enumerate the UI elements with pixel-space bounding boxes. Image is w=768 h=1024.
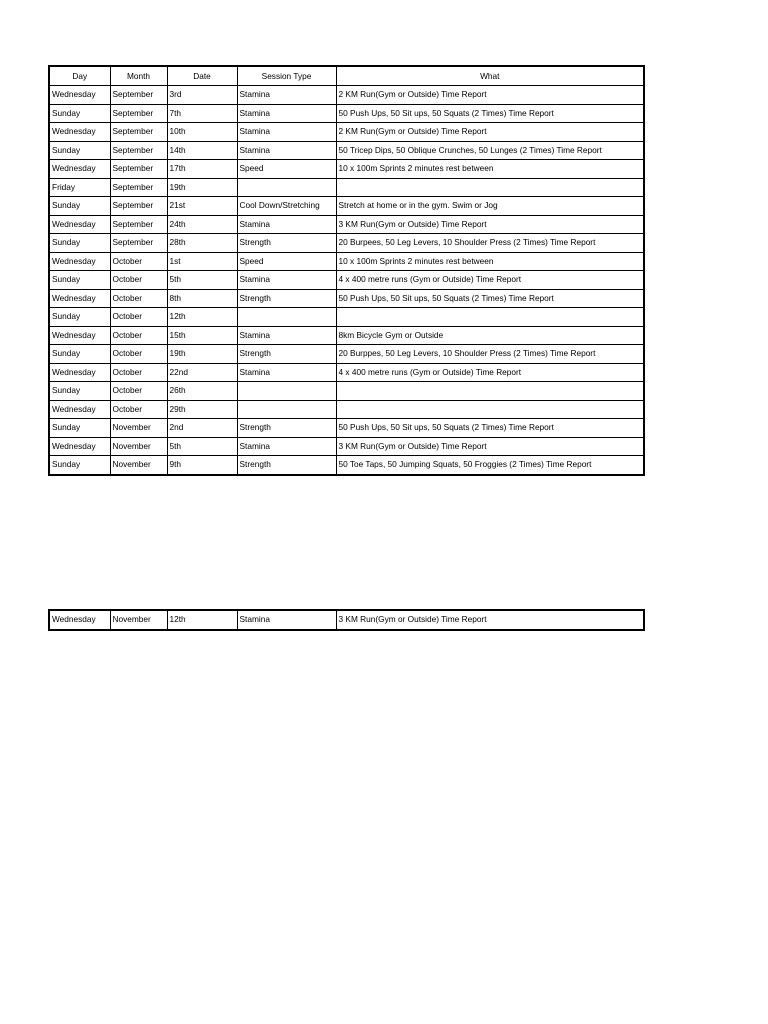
day-cell: Sunday	[49, 271, 110, 290]
session-type-cell	[237, 400, 336, 419]
header-session-type: Session Type	[237, 66, 336, 86]
table-row	[49, 363, 644, 382]
what-cell: 8km Bicycle Gym or Outside	[336, 326, 644, 345]
what-cell: 20 Burppes, 50 Leg Levers, 10 Shoulder Press (2 Times) Time Report	[336, 345, 644, 364]
day-cell: Wednesday	[49, 123, 110, 142]
month-cell: November	[110, 456, 167, 475]
day-cell: Wednesday	[49, 160, 110, 179]
session-type-cell: Strength	[237, 345, 336, 364]
date-cell: 17th	[167, 160, 237, 179]
what-cell	[336, 400, 644, 419]
session-type-cell: Stamina	[237, 123, 336, 142]
header-month: Month	[110, 66, 167, 86]
table-row	[49, 197, 644, 216]
table-row	[49, 456, 644, 475]
what-cell: 50 Push Ups, 50 Sit ups, 50 Squats (2 Times) Time Report	[336, 104, 644, 123]
date-cell: 5th	[167, 437, 237, 456]
session-type-cell: Strength	[237, 289, 336, 308]
month-cell: September	[110, 160, 167, 179]
month-cell: November	[110, 437, 167, 456]
session-type-cell: Stamina	[237, 86, 336, 105]
month-cell: September	[110, 234, 167, 253]
month-cell: September	[110, 215, 167, 234]
table-row	[49, 308, 644, 327]
month-cell: October	[110, 326, 167, 345]
table-row	[49, 437, 644, 456]
day-cell: Wednesday	[49, 86, 110, 105]
what-cell: 50 Toe Taps, 50 Jumping Squats, 50 Froggies (2 Times) Time Report	[336, 456, 644, 475]
month-cell: September	[110, 104, 167, 123]
day-cell: Sunday	[49, 197, 110, 216]
month-cell: October	[110, 308, 167, 327]
header-date: Date	[167, 66, 237, 86]
table-row	[49, 86, 644, 105]
month-cell: October	[110, 252, 167, 271]
date-cell: 19th	[167, 178, 237, 197]
header-day: Day	[49, 66, 110, 86]
month-cell: November	[110, 419, 167, 438]
what-cell	[336, 308, 644, 327]
session-type-cell: Stamina	[237, 363, 336, 382]
what-cell: 10 x 100m Sprints 2 minutes rest between	[336, 252, 644, 271]
session-type-cell: Stamina	[237, 104, 336, 123]
what-cell: Stretch at home or in the gym. Swim or Jog	[336, 197, 644, 216]
what-cell	[336, 178, 644, 197]
date-cell: 19th	[167, 345, 237, 364]
what-cell	[336, 382, 644, 401]
date-cell: 28th	[167, 234, 237, 253]
date-cell: 2nd	[167, 419, 237, 438]
date-cell: 12th	[167, 610, 237, 630]
day-cell: Wednesday	[49, 326, 110, 345]
session-type-cell: Speed	[237, 160, 336, 179]
session-type-cell: Strength	[237, 419, 336, 438]
what-cell: 50 Tricep Dips, 50 Oblique Crunches, 50 Lunges (2 Times) Time Report	[336, 141, 644, 160]
session-type-cell: Strength	[237, 456, 336, 475]
table-row	[49, 160, 644, 179]
date-cell: 22nd	[167, 363, 237, 382]
date-cell: 12th	[167, 308, 237, 327]
month-cell: October	[110, 345, 167, 364]
date-cell: 21st	[167, 197, 237, 216]
month-cell: October	[110, 363, 167, 382]
what-cell: 3 KM Run(Gym or Outside) Time Report	[336, 610, 644, 630]
day-cell: Sunday	[49, 382, 110, 401]
day-cell: Wednesday	[49, 610, 110, 630]
table-row	[49, 271, 644, 290]
session-type-cell: Cool Down/Stretching	[237, 197, 336, 216]
what-cell: 10 x 100m Sprints 2 minutes rest between	[336, 160, 644, 179]
date-cell: 9th	[167, 456, 237, 475]
table-row	[49, 178, 644, 197]
session-type-cell	[237, 178, 336, 197]
date-cell: 24th	[167, 215, 237, 234]
date-cell: 10th	[167, 123, 237, 142]
month-cell: October	[110, 400, 167, 419]
day-cell: Sunday	[49, 419, 110, 438]
what-cell: 20 Burpees, 50 Leg Levers, 10 Shoulder Press (2 Times) Time Report	[336, 234, 644, 253]
month-cell: September	[110, 197, 167, 216]
what-cell: 4 x 400 metre runs (Gym or Outside) Time Report	[336, 363, 644, 382]
session-type-cell: Strength	[237, 234, 336, 253]
day-cell: Sunday	[49, 308, 110, 327]
what-cell: 50 Push Ups, 50 Sit ups, 50 Squats (2 Times) Time Report	[336, 289, 644, 308]
date-cell: 5th	[167, 271, 237, 290]
date-cell: 7th	[167, 104, 237, 123]
header-row	[49, 66, 644, 86]
session-type-cell: Stamina	[237, 141, 336, 160]
schedule-table	[48, 65, 645, 476]
what-cell: 50 Push Ups, 50 Sit ups, 50 Squats (2 Times) Time Report	[336, 419, 644, 438]
table-row	[49, 252, 644, 271]
date-cell: 14th	[167, 141, 237, 160]
session-type-cell: Speed	[237, 252, 336, 271]
month-cell: September	[110, 86, 167, 105]
month-cell: November	[110, 610, 167, 630]
day-cell: Wednesday	[49, 215, 110, 234]
session-type-cell: Stamina	[237, 215, 336, 234]
table-row	[49, 326, 644, 345]
date-cell: 3rd	[167, 86, 237, 105]
month-cell: October	[110, 271, 167, 290]
date-cell: 29th	[167, 400, 237, 419]
table-row	[49, 234, 644, 253]
session-type-cell: Stamina	[237, 610, 336, 630]
date-cell: 15th	[167, 326, 237, 345]
date-cell: 1st	[167, 252, 237, 271]
day-cell: Sunday	[49, 345, 110, 364]
date-cell: 8th	[167, 289, 237, 308]
table-row	[49, 400, 644, 419]
what-cell: 4 x 400 metre runs (Gym or Outside) Time Report	[336, 271, 644, 290]
schedule-table-extra	[48, 609, 645, 631]
month-cell: October	[110, 289, 167, 308]
month-cell: September	[110, 141, 167, 160]
day-cell: Wednesday	[49, 400, 110, 419]
session-type-cell: Stamina	[237, 326, 336, 345]
table-row	[49, 215, 644, 234]
day-cell: Sunday	[49, 104, 110, 123]
date-cell: 26th	[167, 382, 237, 401]
table-row	[49, 289, 644, 308]
month-cell: September	[110, 178, 167, 197]
day-cell: Wednesday	[49, 363, 110, 382]
month-cell: October	[110, 382, 167, 401]
table-row	[49, 610, 644, 630]
what-cell: 3 KM Run(Gym or Outside) Time Report	[336, 215, 644, 234]
day-cell: Sunday	[49, 456, 110, 475]
table-row	[49, 104, 644, 123]
table-row	[49, 345, 644, 364]
table-row	[49, 123, 644, 142]
month-cell: September	[110, 123, 167, 142]
what-cell: 2 KM Run(Gym or Outside) Time Report	[336, 123, 644, 142]
day-cell: Sunday	[49, 234, 110, 253]
table-row	[49, 382, 644, 401]
what-cell: 2 KM Run(Gym or Outside) Time Report	[336, 86, 644, 105]
header-what: What	[336, 66, 644, 86]
day-cell: Friday	[49, 178, 110, 197]
table-row	[49, 419, 644, 438]
day-cell: Wednesday	[49, 437, 110, 456]
session-type-cell: Stamina	[237, 437, 336, 456]
day-cell: Wednesday	[49, 252, 110, 271]
session-type-cell	[237, 308, 336, 327]
what-cell: 3 KM Run(Gym or Outside) Time Report	[336, 437, 644, 456]
session-type-cell	[237, 382, 336, 401]
day-cell: Sunday	[49, 141, 110, 160]
session-type-cell: Stamina	[237, 271, 336, 290]
table-row	[49, 141, 644, 160]
day-cell: Wednesday	[49, 289, 110, 308]
